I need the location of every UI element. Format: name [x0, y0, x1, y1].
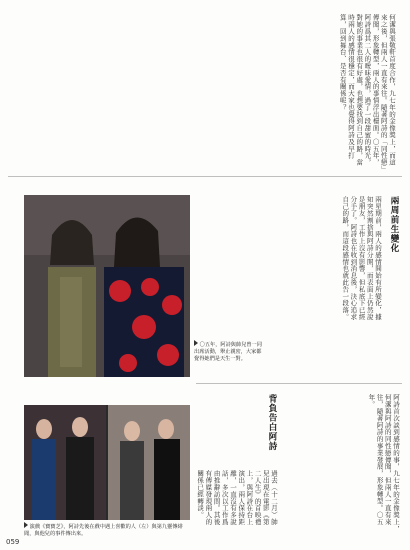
section-heading-2: 背負告白阿詩 [267, 394, 277, 451]
bottom-photo-caption-text: 演戲《寶寶芝》，阿詩先後在戲中遇上喜歡的人（左）與第九靈傳緋聞，與他兒的事件傳出來。 [24, 524, 183, 537]
section-divider [8, 176, 402, 177]
section-divider-2 [196, 383, 402, 384]
page-number: 059 [6, 538, 20, 546]
section-body-1: 兩星期前，兩人的感情開始有所變化，據知突然割捨與阿詩分開，而表面上仍然說是朋友，工作上沒有影響，但私底下已經分手了。阿詩也在收到消息後，決心追求自己的路，而這段感情也就此告一段落。 [341, 196, 382, 321]
caption-marker-icon-2 [24, 522, 28, 528]
section-heading-1: 兩周前生變化 [389, 196, 399, 253]
bottom-photo-caption [24, 522, 192, 544]
caption-marker-icon [194, 340, 198, 346]
top-article-text: 何潔與張敬軒首度合作，九七年的金像獎上，而這來之後，但兩人一直有來往。隨著阿詩的「同性戀」傳聞，形象轉型，兩人的事情浮出檯面。〇五年，阿詩爲其二人的曖昧愛情，過了一段甜蜜的時光，對她的事業也很有好處，也想要找到自己的路，當時兩人的感情很穩定，而大家也覺得阿詩及早打算，回到舞台、是否有關係呢？ [338, 14, 396, 170]
top-photo [24, 195, 190, 377]
top-photo-caption [194, 340, 264, 385]
bottom-photo-art [24, 405, 190, 520]
bottom-right-text: 阿詩首次談到感情的事，九七年的金像獎上，何潔與阿詩的同性戀傳聞，但兩人一直有來往，隨著阿詩的事業發展，形象轉型。〇五年。 [367, 394, 400, 532]
top-photo-art [24, 195, 190, 377]
section-body-2: 過去（十二月）帥兒出現在電影《第二人生》的首映禮上，與阿詩在台上演出，兩人保持距離，一直沒有多說話，多次以工作爲由推辭訪問。其後有傳媒發現兩人的關係已經轉淡。 [196, 470, 278, 526]
top-photo-caption-text: 〇五年，阿詩與帥兒曾一同出席活動，舉止親密，大家都覺得她們是天生一對。 [194, 342, 262, 362]
bottom-photo [24, 405, 190, 520]
